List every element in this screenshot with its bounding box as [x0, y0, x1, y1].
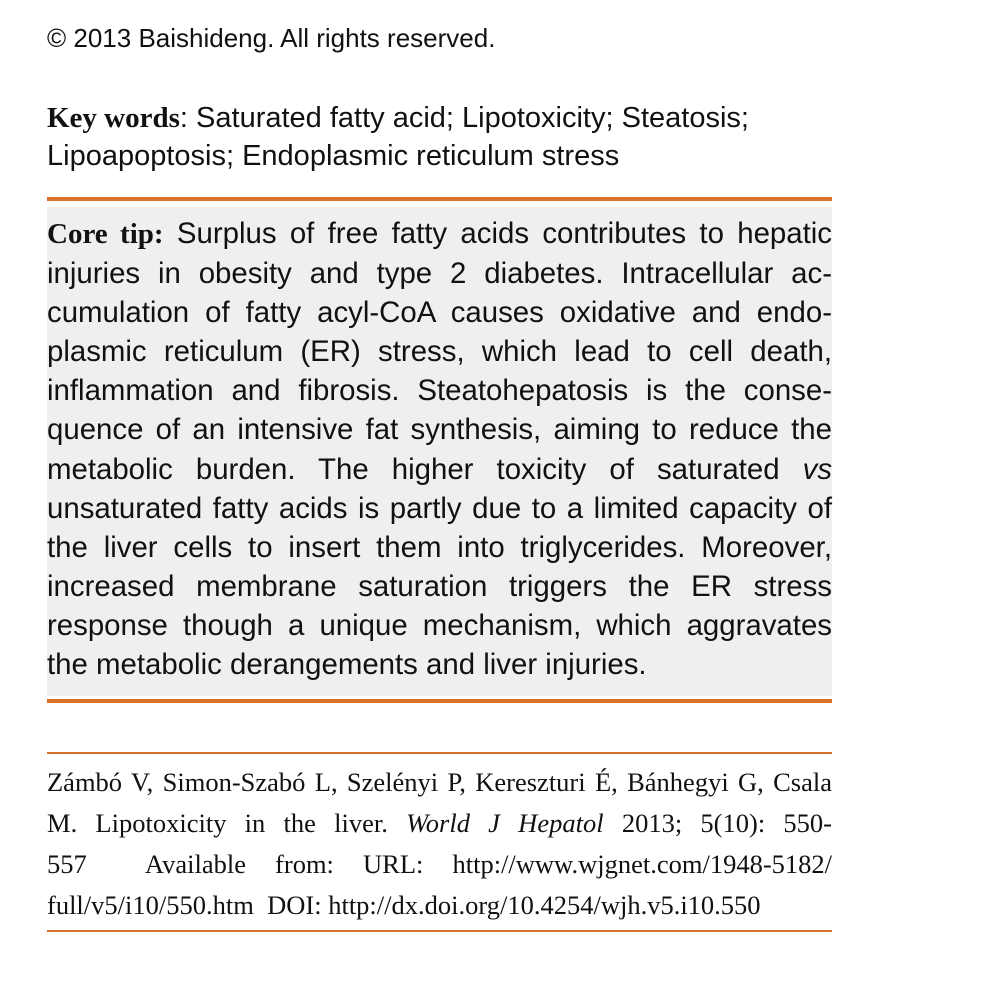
citation-doi-label: DOI:: [267, 890, 322, 920]
core-tip-vs: vs: [802, 452, 833, 486]
keywords-label: Key words: [47, 102, 180, 134]
keywords-colon: :: [179, 102, 197, 134]
copyright-notice: © 2013 Baishideng. All rights reserved.: [47, 23, 496, 53]
citation-top-rule: [47, 752, 832, 754]
citation-url[interactable]: http://www.wjgnet.com/1948-5182/ full/v5/i10/550.htm: [47, 849, 833, 920]
citation-volume-pages: 2013; 5(10): 550-557: [47, 808, 832, 879]
core-tip-section: [47, 214, 832, 684]
citation-authors-title: Zámbó V, Simon-Szabó L, Szelényi P, Kereszturi É, Bánhegyi G, Csala M. Lipotoxicity in the liver.: [47, 767, 832, 838]
citation-block: [47, 762, 832, 926]
core-tip-label: Core tip:: [47, 218, 164, 250]
core-tip-bottom-rule: [47, 699, 832, 703]
core-tip-text-part1: Surplus of free fatty acids contributes to hepatic injuries in obesity and type 2 diabetes. Intracellular accumulation of fatty acyl-CoA causes oxidative and endoplasmic reticulum (ER) stress, which lead to cell death, inflammation and fibrosis. Steatohepatosis is the consequence of an intensive fat synthesis, aiming to reduce the metabolic burden. The higher toxicity of saturated: [47, 217, 833, 486]
citation-available-label: Available from: URL:: [144, 849, 424, 879]
citation-doi-link[interactable]: http://dx.doi.org/10.4254/wjh.v5.i10.550: [328, 890, 761, 920]
core-tip-top-rule: [47, 197, 832, 201]
citation-bottom-rule: [47, 930, 832, 932]
citation-journal: World J Hepatol: [406, 808, 604, 838]
keywords-section: [47, 99, 847, 175]
core-tip-text-part2: unsaturated fatty acids is partly due to a limited capacity of the liver cells to insert them into triglycerides. Moreover, increased membrane saturation triggers the ER stress response though a unique mechanism, which aggravates the metabolic derangements and liver injuries.: [47, 491, 832, 682]
keywords-text: Saturated fatty acid; Lipotoxicity; Steatosis; Lipoapoptosis; Endoplasmic reticulum stress: [47, 102, 749, 172]
